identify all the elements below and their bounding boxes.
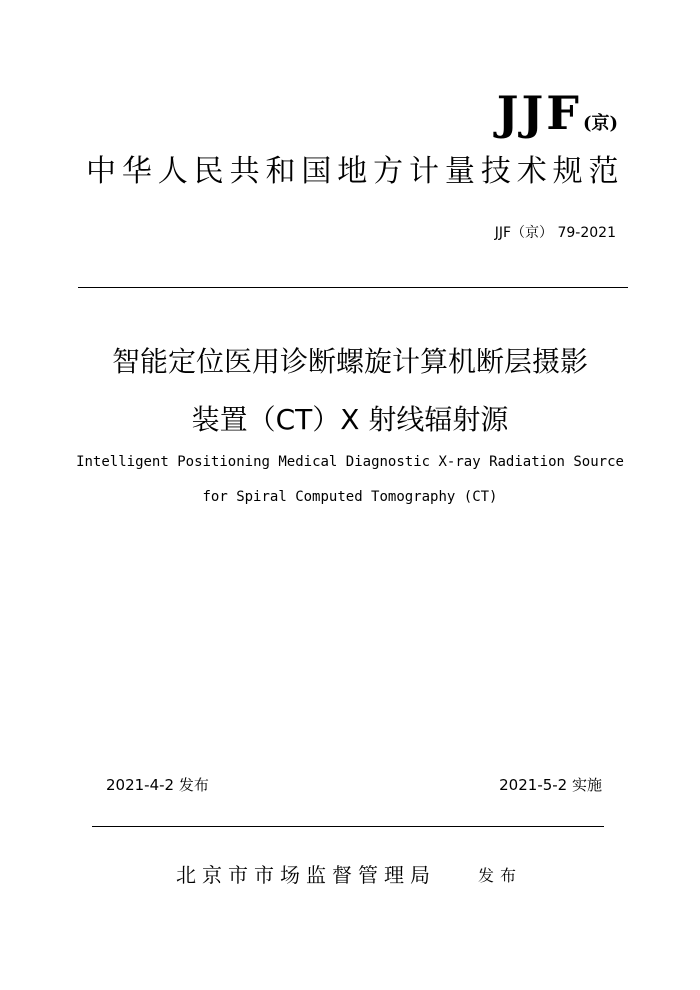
english-title-line-1: Intelligent Positioning Medical Diagnostic X-ray Radiation Source — [76, 454, 624, 470]
document-number: JJF（京） 79-2021 — [494, 225, 616, 241]
english-title-line-2: for Spiral Computed Tomography (CT) — [202, 489, 498, 505]
issue-date: 2021-4-2 发布 — [106, 776, 209, 794]
logo-sub-text: (京) — [582, 113, 618, 134]
bottom-divider — [92, 826, 604, 827]
logo-main-text: JJF — [496, 86, 582, 140]
title-line-2: 装置（CT）X 射线辐射源 — [191, 403, 509, 436]
specification-category: 中华人民共和国地方计量技术规范 — [86, 154, 620, 189]
issuing-authority: 北京市市场监督管理局 — [176, 863, 436, 887]
top-divider — [78, 287, 628, 288]
title-line-1: 智能定位医用诊断螺旋计算机断层摄影 — [111, 345, 588, 378]
jjf-logo — [496, 86, 618, 140]
implementation-date: 2021-5-2 实施 — [499, 776, 602, 794]
issuer-action: 发布 — [478, 866, 523, 885]
